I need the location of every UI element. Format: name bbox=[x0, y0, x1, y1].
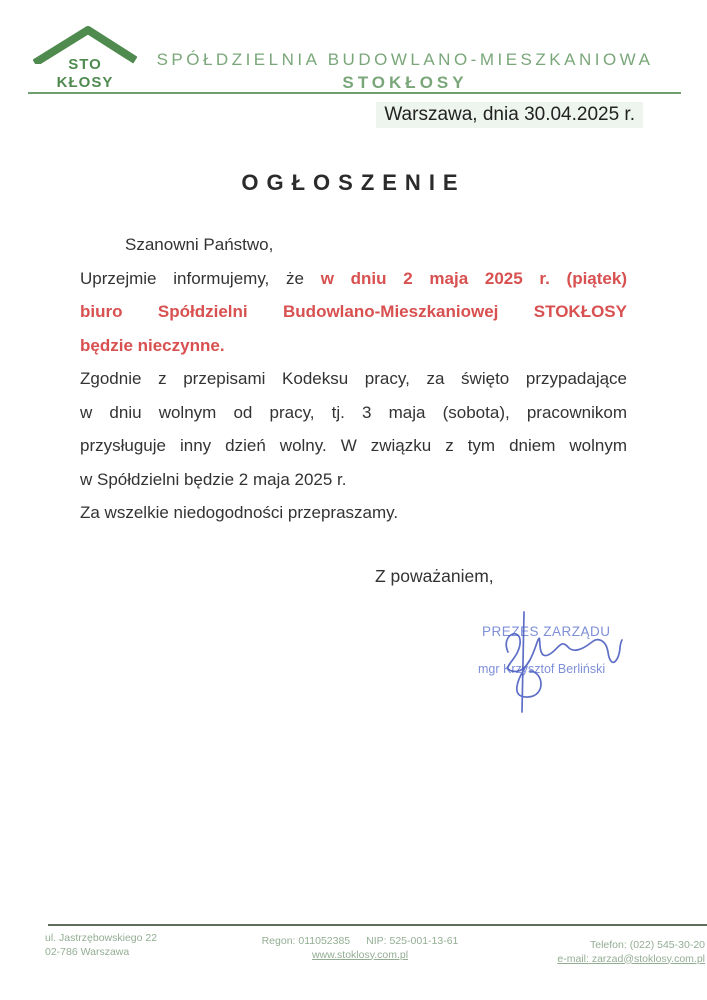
organization-name-line1: SPÓŁDZIELNIA BUDOWLANO-MIESZKANIOWA bbox=[156, 50, 654, 69]
stamp-name: mgr Krzysztof Berliński bbox=[478, 662, 606, 676]
page-title: OGŁOSZENIE bbox=[241, 170, 466, 195]
footer-address bbox=[45, 932, 157, 959]
body-intro-black: Uprzejmie informujemy, że bbox=[80, 268, 304, 288]
logo-text-line2: KŁOSY bbox=[56, 74, 114, 91]
footer-address-line1: ul. Jastrzębowskiego 22 bbox=[45, 932, 158, 944]
footer-divider bbox=[48, 924, 707, 926]
body-line-red2: biuro Spółdzielni Budowlano-Mieszkaniowej STOKŁOSY bbox=[80, 302, 627, 321]
footer-registry bbox=[235, 935, 485, 962]
footer-email-address: zarzad@stoklosy.com.pl bbox=[591, 952, 705, 965]
handwritten-signature-icon bbox=[470, 598, 645, 720]
dateline: Warszawa, dnia 30.04.2025 r. bbox=[376, 102, 643, 128]
body-line-apology: Za wszelkie niedogodności przepraszamy. bbox=[80, 503, 399, 522]
header-divider bbox=[28, 92, 681, 94]
body-line-p2-2: w dniu wolnym od pracy, tj. 3 maja (sobota), pracownikom bbox=[80, 402, 627, 422]
company-logo bbox=[30, 24, 140, 92]
body-intro-red: w dniu 2 maja 2025 r. (piątek) bbox=[320, 268, 627, 288]
footer-email-link[interactable] bbox=[557, 953, 705, 965]
announcement-body bbox=[80, 228, 627, 530]
organization-name-line2: STOKŁOSY bbox=[342, 73, 468, 92]
body-line-red3: będzie nieczynne. bbox=[80, 335, 225, 355]
body-line-p2-3: przysługuje inny dzień wolny. W związku z tym dniem wolnym bbox=[80, 436, 627, 455]
body-line-intro bbox=[80, 262, 627, 296]
footer-contact bbox=[480, 939, 705, 966]
footer-phone: Telefon: (022) 545-30-20 bbox=[590, 939, 705, 951]
body-line-p2-1: Zgodnie z przepisami Kodeksu pracy, za święto przypadające bbox=[80, 369, 627, 388]
stamp-title: PREZES ZARZĄDU bbox=[482, 624, 611, 639]
footer-regon: Regon: 011052385 bbox=[261, 935, 351, 947]
footer-website-link[interactable]: www.stoklosy.com.pl bbox=[311, 948, 409, 961]
footer-email-label: e-mail: bbox=[557, 952, 589, 965]
footer-address-line2: 02-786 Warszawa bbox=[45, 945, 130, 958]
salutation: Szanowni Państwo, bbox=[125, 235, 274, 254]
body-line-p2-4: w Spółdzielni będzie 2 maja 2025 r. bbox=[80, 469, 347, 489]
signature-block bbox=[470, 598, 645, 720]
organization-name bbox=[140, 50, 670, 93]
valediction: Z poważaniem, bbox=[375, 566, 494, 586]
footer-nip: NIP: 525-001-13-61 bbox=[366, 935, 459, 947]
logo-text-line1: STO bbox=[68, 56, 102, 73]
